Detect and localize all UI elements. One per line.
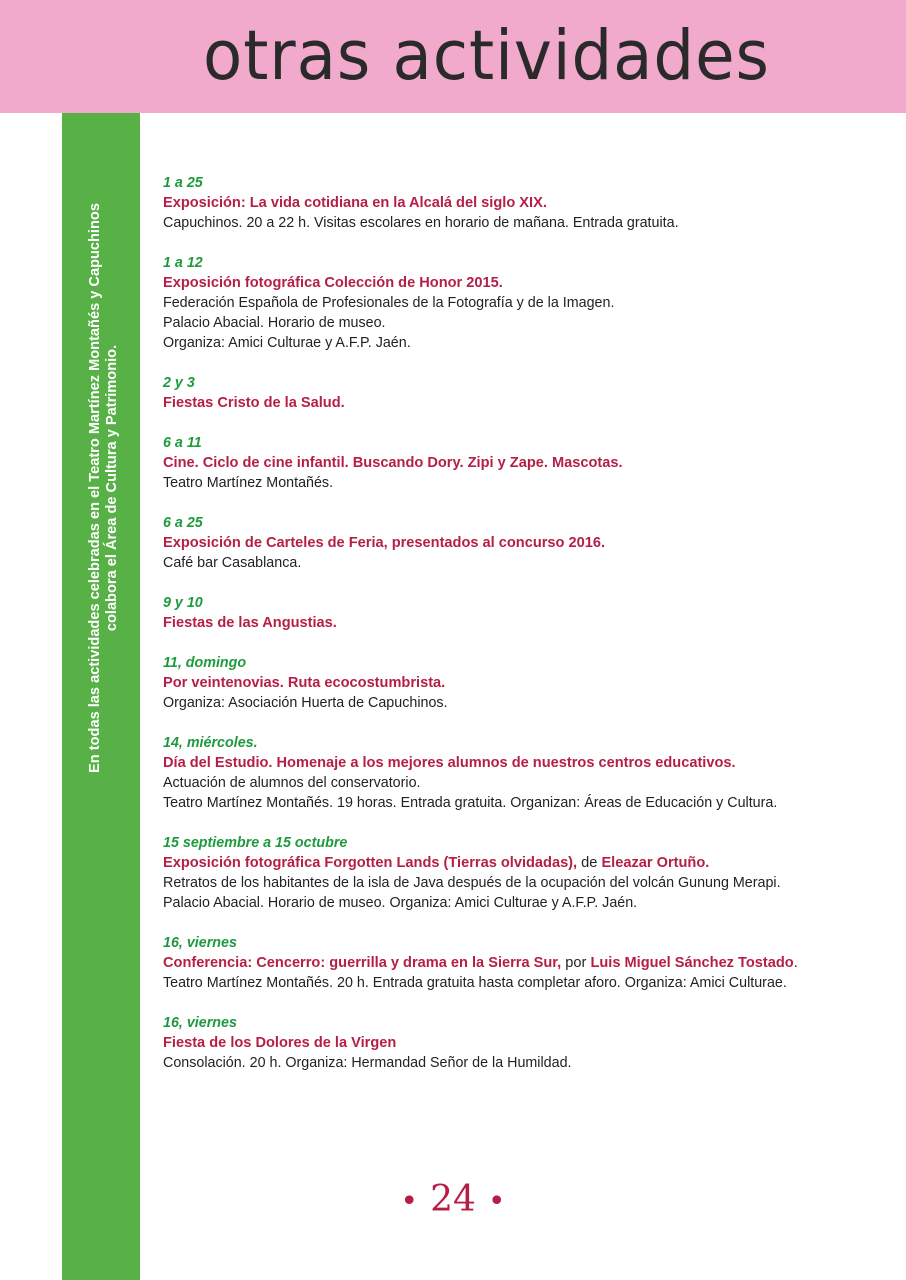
activity-desc: Federación Española de Profesionales de la Fotografía y de la Imagen.	[163, 295, 615, 311]
activity-title-main: Conferencia: Cencerro: guerrilla y drama en la Sierra Sur,	[163, 955, 562, 971]
activity-date: 1 a 25	[163, 175, 203, 191]
activity-title: Fiestas Cristo de la Salud.	[163, 395, 345, 411]
activity-desc: Actuación de alumnos del conservatorio.	[163, 775, 421, 791]
activity-desc: Organiza: Amici Culturae y A.F.P. Jaén.	[163, 335, 411, 351]
activity-desc: Retratos de los habitantes de la isla de Java después de la ocupación del volcán Gunung Merapi.	[163, 875, 781, 891]
activity-desc: Capuchinos. 20 a 22 h. Visitas escolares en horario de mañana. Entrada gratuita.	[163, 215, 679, 231]
activity-title: Día del Estudio. Homenaje a los mejores alumnos de nuestros centros educativos.	[163, 755, 736, 771]
activity-title	[163, 953, 883, 973]
activity-title-trailing: .	[793, 955, 798, 971]
page-footer	[0, 1175, 906, 1227]
activity-title: Por veintenovias. Ruta ecocostumbrista.	[163, 675, 446, 691]
activity-title-author: Eleazar Ortuño.	[601, 855, 710, 871]
activity-entry	[163, 513, 883, 573]
activity-date: 11, domingo	[163, 655, 247, 671]
activity-date: 14, miércoles.	[163, 735, 258, 751]
activity-desc: Organiza: Asociación Huerta de Capuchinos.	[163, 695, 448, 711]
activity-desc: Teatro Martínez Montañés.	[163, 475, 334, 491]
activity-date: 2 y 3	[163, 375, 195, 391]
activity-entry	[163, 433, 883, 493]
activity-title-author: Luis Miguel Sánchez Tostado	[590, 955, 794, 971]
activity-entry	[163, 373, 883, 413]
activity-desc: Consolación. 20 h. Organiza: Hermandad Señor de la Humildad.	[163, 1055, 572, 1071]
activity-title: Cine. Ciclo de cine infantil. Buscando Dory. Zipi y Zape. Mascotas.	[163, 455, 623, 471]
sidebar-note-line-2: colabora el Área de Cultura y Patrimonio.	[104, 344, 120, 632]
activity-desc: Teatro Martínez Montañés. 20 h. Entrada gratuita hasta completar aforo. Organiza: Amici Culturae.	[163, 975, 787, 991]
activity-entry	[163, 933, 883, 993]
activity-entry	[163, 1013, 883, 1073]
activity-entry	[163, 733, 883, 813]
activity-desc: Palacio Abacial. Horario de museo.	[163, 315, 386, 331]
activity-entry	[163, 253, 883, 353]
activity-date: 15 septiembre a 15 octubre	[163, 835, 348, 851]
activity-date: 16, viernes	[163, 1015, 237, 1031]
activity-entry	[163, 173, 883, 233]
activity-date: 16, viernes	[163, 935, 237, 951]
bullet-left: •	[400, 1184, 419, 1219]
activity-entry	[163, 593, 883, 633]
activity-date: 6 a 25	[163, 515, 203, 531]
page-number: 24	[430, 1179, 476, 1220]
activity-title	[163, 853, 883, 873]
activity-title-connector: por	[561, 955, 591, 971]
activity-entry	[163, 833, 883, 913]
activity-title: Fiestas de las Angustias.	[163, 615, 337, 631]
bullet-right: •	[487, 1184, 506, 1219]
activity-date: 6 a 11	[163, 435, 202, 451]
activity-title-main: Exposición fotográfica Forgotten Lands (Tierras olvidadas),	[163, 855, 578, 871]
activity-title: Exposición de Carteles de Feria, presentados al concurso 2016.	[163, 535, 606, 551]
activity-desc: Palacio Abacial. Horario de museo. Organiza: Amici Culturae y A.F.P. Jaén.	[163, 895, 638, 911]
activity-title: Exposición: La vida cotidiana en la Alcalá del siglo XIX.	[163, 195, 547, 211]
activity-title: Fiesta de los Dolores de la Virgen	[163, 1035, 397, 1051]
activity-title: Exposición fotográfica Colección de Honor 2015.	[163, 275, 503, 291]
activity-date: 9 y 10	[163, 595, 203, 611]
sidebar-note-line-1: En todas las actividades celebradas en el Teatro Martínez Montañés y Capuchinos	[87, 203, 103, 773]
activity-desc: Café bar Casablanca.	[163, 555, 302, 571]
header-band	[0, 0, 906, 113]
page-title: otras actividades	[203, 16, 770, 96]
activity-date: 1 a 12	[163, 255, 203, 271]
sidebar-note	[87, 148, 121, 828]
activity-desc: Teatro Martínez Montañés. 19 horas. Entrada gratuita. Organizan: Áreas de Educación y Cultura.	[163, 795, 778, 811]
activity-entry	[163, 653, 883, 713]
activity-list	[163, 173, 883, 1093]
activity-title-connector: de	[577, 855, 602, 871]
